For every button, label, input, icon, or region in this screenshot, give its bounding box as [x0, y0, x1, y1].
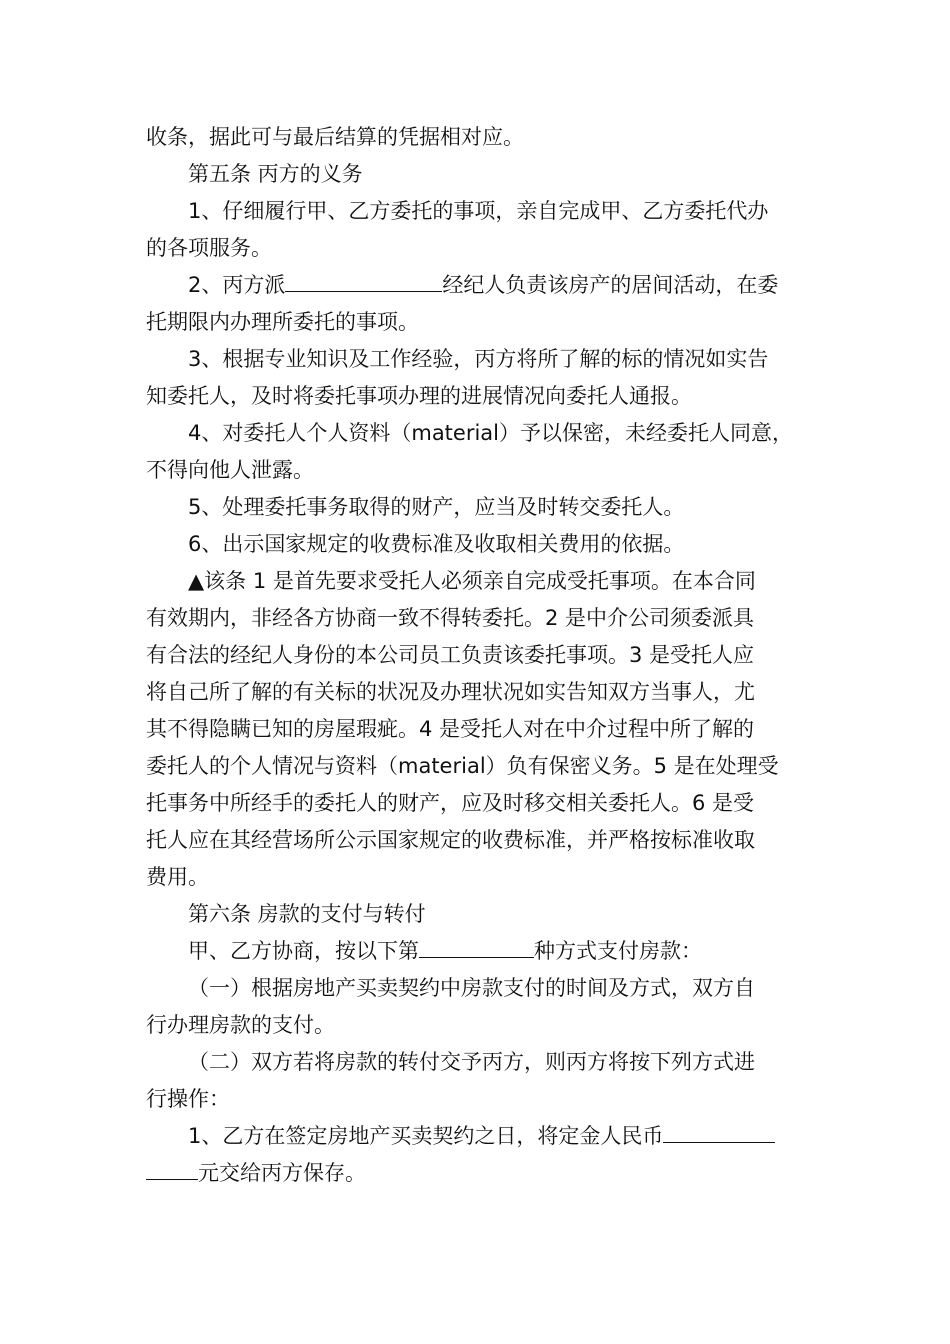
text-line: 5、处理委托事务取得的财产，应当及时转交委托人。 — [188, 495, 685, 519]
text-line — [188, 936, 702, 966]
text-segment: 2、丙方派 — [188, 273, 286, 297]
annotation-line: 托人应在其经营场所公示国家规定的收费标准，并严格按标准收取 — [146, 828, 755, 852]
text-line: 3、根据专业知识及工作经验，丙方将所了解的标的情况如实告 — [188, 347, 769, 371]
text-line: 的各项服务。 — [146, 236, 272, 260]
annotation-line: 费用。 — [146, 865, 209, 889]
annotation-line: 将自己所了解的有关标的状况及办理状况如实告知双方当事人，尤 — [146, 680, 755, 704]
text-segment: 元交给丙方保存。 — [198, 1161, 366, 1185]
annotation-line: 其不得隐瞒已知的房屋瑕疵。4 是受托人对在中介过程中所了解的 — [146, 717, 755, 741]
text-line: 行操作： — [146, 1087, 230, 1111]
text-line: 不得向他人泄露。 — [146, 458, 314, 482]
text-line: 行办理房款的支付。 — [146, 1013, 335, 1037]
text-line: （二）双方若将房款的转付交予丙方，则丙方将按下列方式进 — [188, 1050, 755, 1074]
section-heading: 第六条 房款的支付与转付 — [188, 902, 426, 926]
text-line — [188, 270, 778, 300]
annotation-line: 有效期内，非经各方协商一致不得转委托。2 是中介公司须委派具 — [146, 606, 755, 630]
text-line: 知委托人，及时将委托事项办理的进展情况向委托人通报。 — [146, 384, 692, 408]
fill-in-blank[interactable] — [419, 936, 534, 958]
text-segment: 1、乙方在签定房地产买卖契约之日，将定金人民币 — [188, 1124, 664, 1148]
text-line: 6、出示国家规定的收费标准及收取相关费用的依据。 — [188, 532, 685, 556]
text-line: 1、仔细履行甲、乙方委托的事项，亲自完成甲、乙方委托代办 — [188, 199, 769, 223]
annotation-line: 托事务中所经手的委托人的财产，应及时移交相关委托人。6 是受 — [146, 791, 755, 815]
text-line — [188, 1121, 775, 1151]
text-segment: 甲、乙方协商，按以下第 — [188, 939, 419, 963]
fill-in-blank[interactable] — [663, 1121, 775, 1143]
text-segment: 经纪人负责该房产的居间活动，在委 — [442, 273, 779, 297]
fill-in-blank[interactable] — [146, 1158, 198, 1180]
annotation-line: 有合法的经纪人身份的本公司员工负责该委托事项。3 是受托人应 — [146, 643, 755, 667]
text-line: 4、对委托人个人资料（material）予以保密，未经委托人同意， — [188, 421, 794, 445]
fill-in-blank[interactable] — [285, 270, 442, 292]
text-line: 托期限内办理所委托的事项。 — [146, 310, 419, 334]
annotation-line: 委托人的个人情况与资料（material）负有保密义务。5 是在处理受 — [146, 754, 779, 778]
text-line: （一）根据房地产买卖契约中房款支付的时间及方式，双方自 — [188, 976, 755, 1000]
section-heading: 第五条 丙方的义务 — [188, 162, 363, 186]
text-segment: 种方式支付房款： — [534, 939, 702, 963]
text-line — [146, 1158, 366, 1188]
annotation-line: ▲该条 1 是首先要求受托人必须亲自完成受托事项。在本合同 — [188, 569, 756, 593]
text-line: 收条，据此可与最后结算的凭据相对应。 — [146, 125, 524, 149]
